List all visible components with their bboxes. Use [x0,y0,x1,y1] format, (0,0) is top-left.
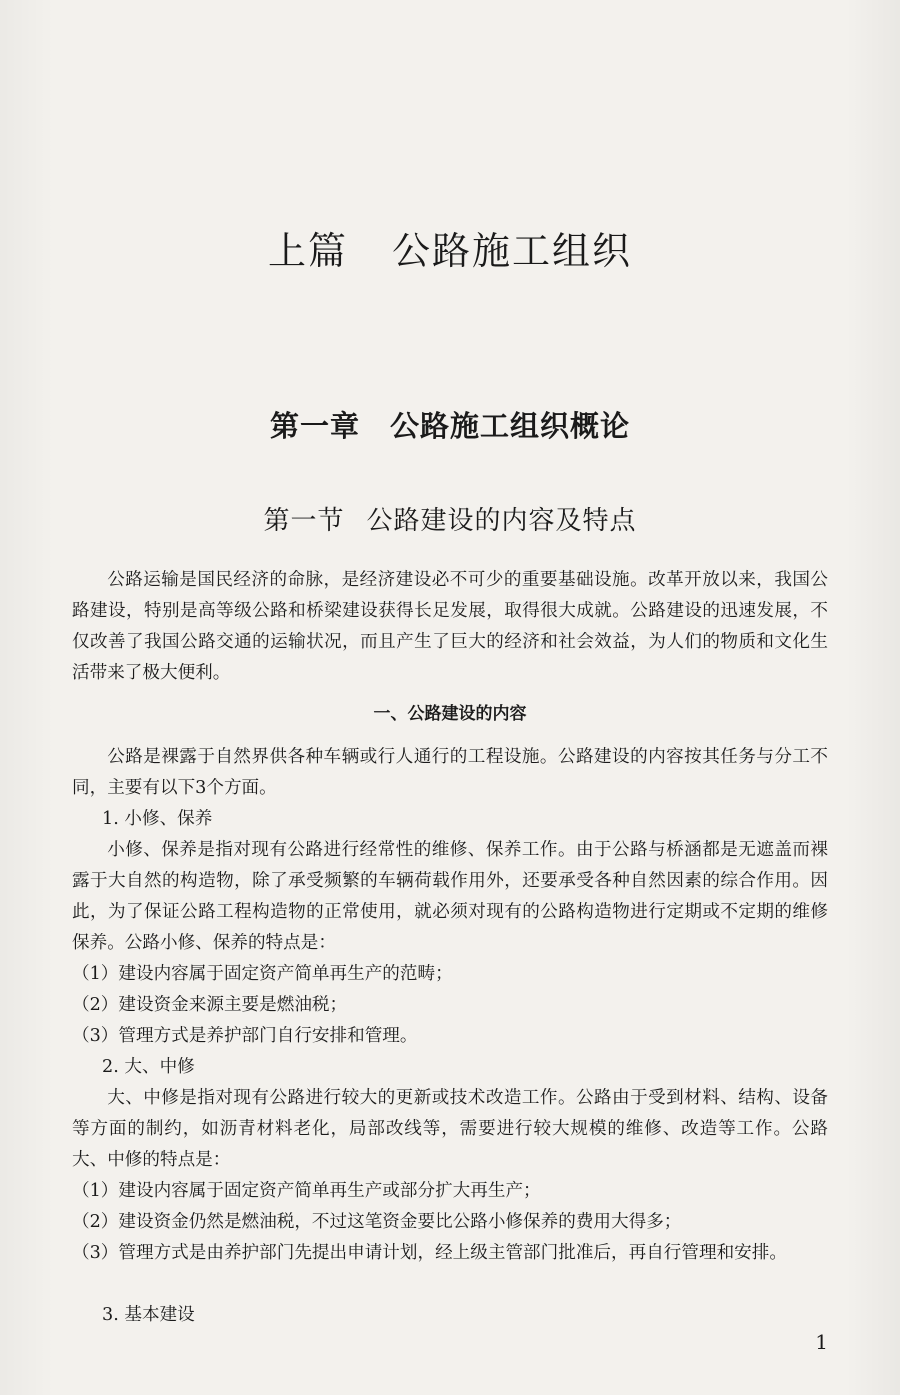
page-number: 1 [815,1330,828,1354]
item1-point-2: （2）建设资金来源主要是燃油税； [72,995,348,1015]
item1-heading: 1. 小修、保养 [102,809,213,829]
chapter-label: 第一章 [269,409,360,443]
item2-point-2: （2）建设资金仍然是燃油税，不过这笔资金要比公路小修保养的费用大得多； [72,1212,682,1232]
intro-paragraph: 公路运输是国民经济的命脉，是经济建设必不可少的重要基础设施。改革开放以来，我国公路建设，特别是高等级公路和桥梁建设获得长足发展，取得很大成就。公路建设的迅速发展，不仅改善了我国公路交通的运输状况，而且产生了巨大的经济和社会效益，为人们的物质和文化生活带来了极大便利。 [72,570,828,683]
subsection-title: 一、公路建设的内容 [373,704,527,724]
chapter-name: 公路施工组织概论 [390,409,631,443]
item3-heading: 3. 基本建设 [102,1305,195,1325]
item1-point-3: （3）管理方式是养护部门自行安排和管理。 [72,1026,418,1046]
item1-paragraph: 小修、保养是指对现有公路进行经常性的维修、保养工作。由于公路与桥涵都是无遮盖而裸露于大自然的构造物，除了承受频繁的车辆荷载作用外，还要承受各种自然因素的综合作用。因此，为了保证公路工程构造物的正常使用，就必须对现有的公路构造物进行定期或不定期的维修保养。公路小修、保养的特点是： [72,840,828,953]
part-label: 上篇 [267,229,348,273]
content-paragraph: 公路是裸露于自然界供各种车辆或行人通行的工程设施。公路建设的内容按其任务与分工不同，主要有以下3个方面。 [72,747,828,798]
item2-paragraph: 大、中修是指对现有公路进行较大的更新或技术改造工作。公路由于受到材料、结构、设备等方面的制约，如沥青材料老化，局部改线等，需要进行较大规模的维修、改造等工作。公路大、中修的特点是： [72,1088,828,1170]
item2-point-1: （1）建设内容属于固定资产简单再生产或部分扩大再生产； [72,1181,541,1201]
part-name: 公路施工组织 [392,229,633,273]
section-name: 公路建设的内容及特点 [366,506,637,536]
item2-heading: 2. 大、中修 [102,1057,195,1077]
section-title [0,500,900,537]
item1-point-1: （1）建设内容属于固定资产简单再生产的范畴； [72,964,453,984]
part-title [0,220,900,275]
section-label: 第一节 [263,506,345,536]
chapter-title [0,404,900,445]
item2-point-3: （3）管理方式是由养护部门先提出申请计划，经上级主管部门批准后，再自行管理和安排。 [72,1243,787,1263]
